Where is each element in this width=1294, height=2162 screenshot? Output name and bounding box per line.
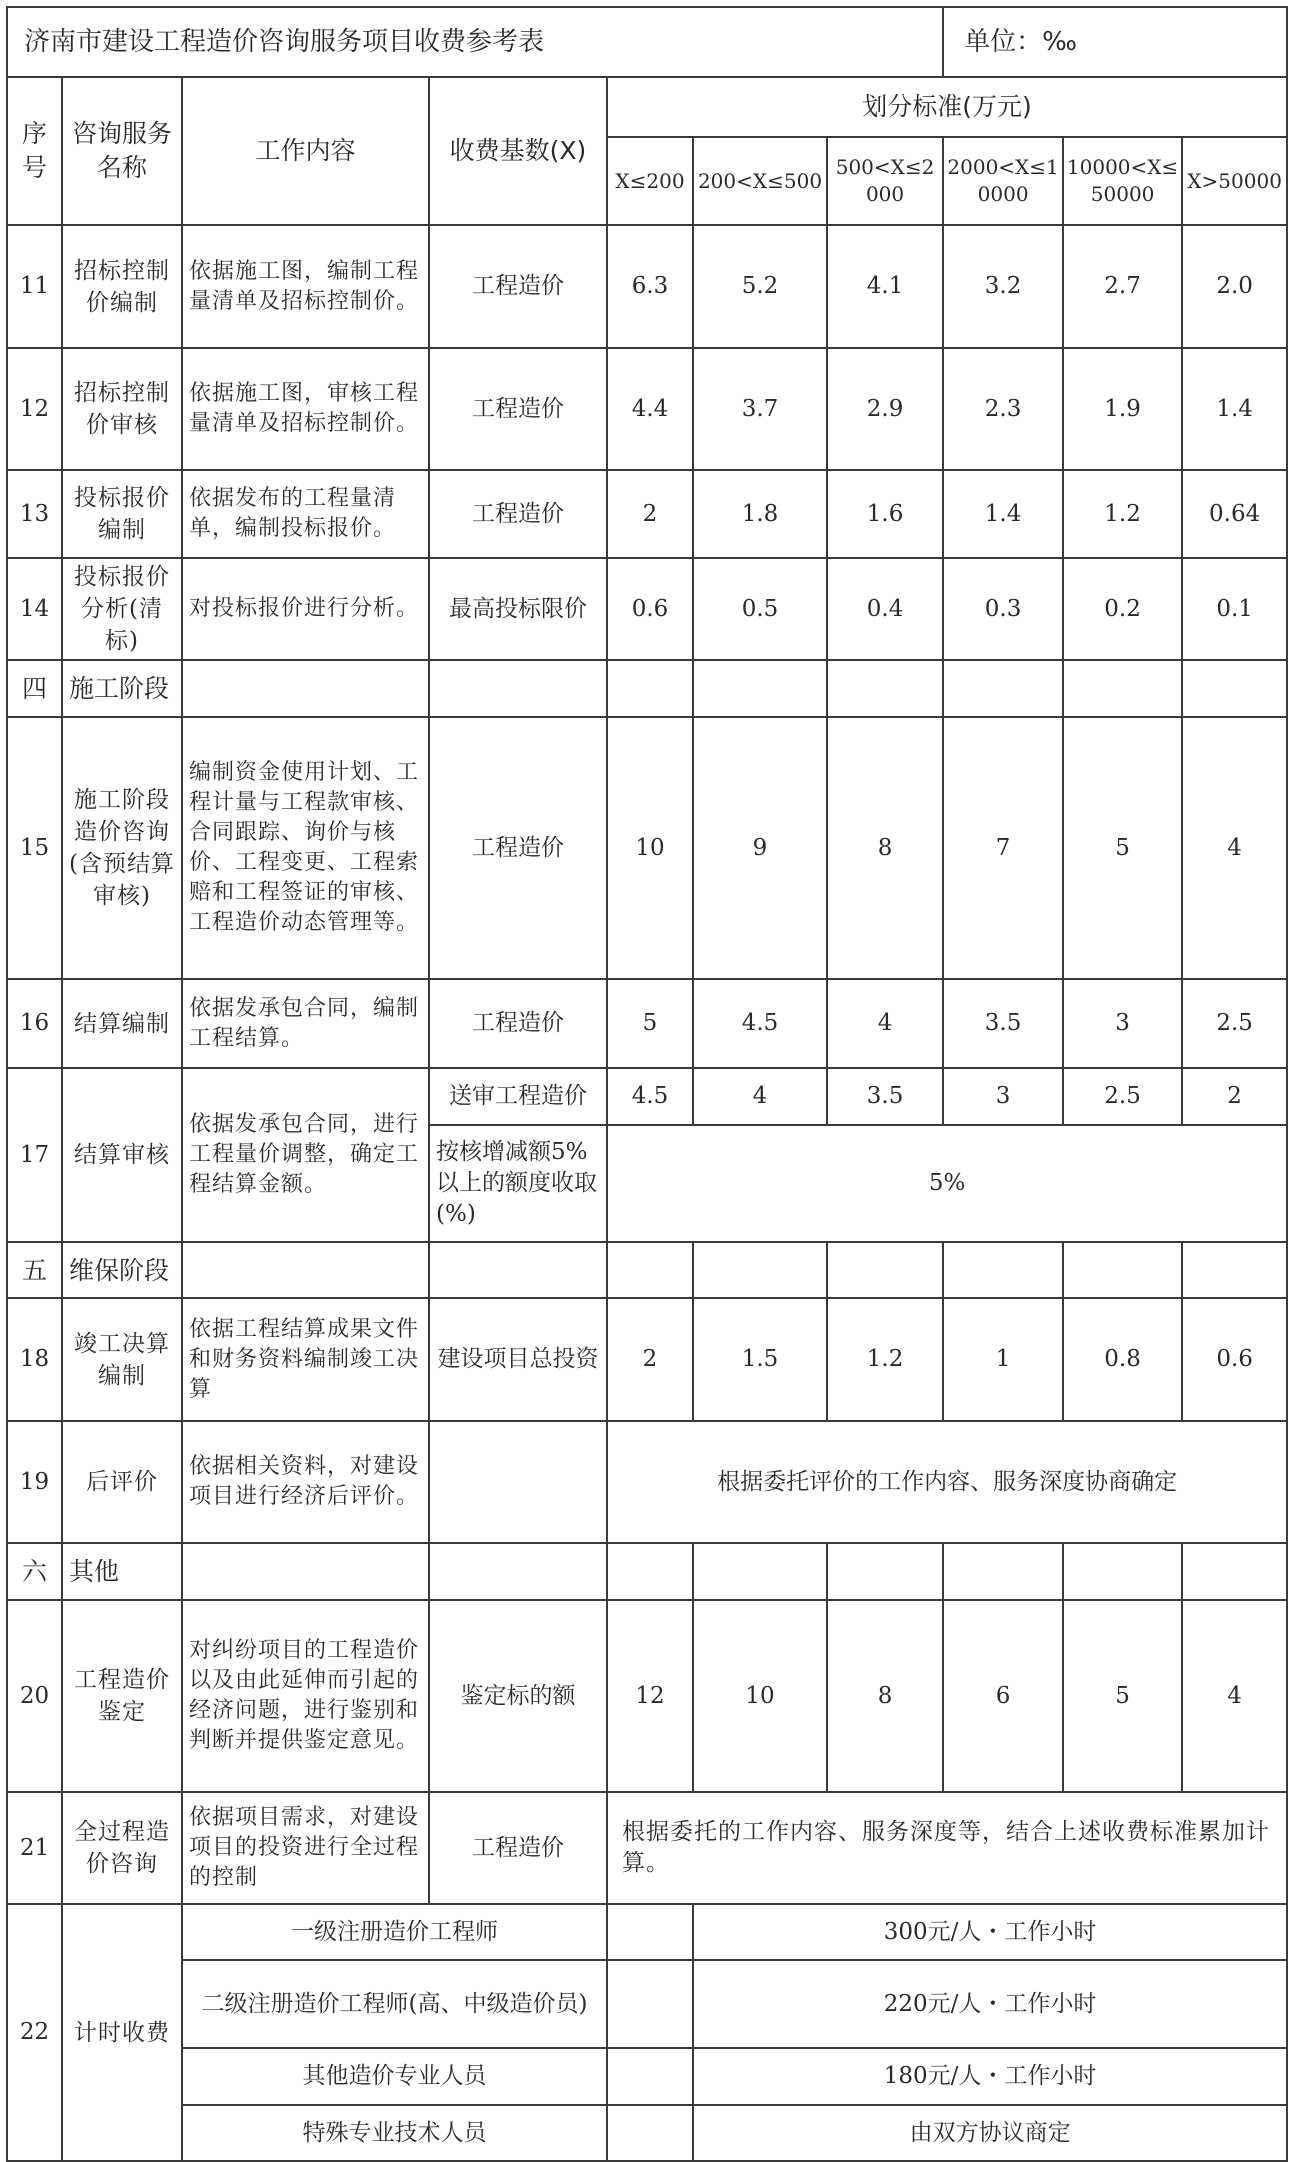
row-seq: 20 [7,1600,62,1792]
header-seq: 序号 [7,77,62,225]
table-title: 济南市建设工程造价咨询服务项目收费参考表 [7,7,943,77]
staff-level: 二级注册造价工程师(高、中级造价员) [182,1960,607,2048]
section-number: 五 [7,1242,62,1298]
work-content: 依据施工图，编制工程量清单及招标控制价。 [182,225,429,348]
section-row [7,1242,1287,1298]
work-content: 依据项目需求，对建设项目的投资进行全过程的控制 [182,1792,429,1904]
rate-cell: 0.6 [1182,1298,1287,1421]
rate-cell: 2.7 [1063,225,1182,348]
table-row [7,717,1287,979]
merged-rate: 5% [607,1125,1287,1242]
rate-cell: 0.8 [1063,1298,1182,1421]
rate-cell: 5.2 [693,225,827,348]
fee-reference-sheet [6,6,1286,2162]
table-row [7,1068,1287,1125]
rate-cell: 3 [1063,979,1182,1068]
service-name: 后评价 [62,1421,182,1543]
rate-cell: 9 [693,717,827,979]
rate-cell: 2 [607,470,693,558]
rate-cell: 2.3 [943,348,1063,470]
row-seq: 16 [7,979,62,1068]
row-seq: 19 [7,1421,62,1543]
rate-cell: 0.5 [693,558,827,660]
rate-cell: 5 [1063,1600,1182,1792]
work-content: 对纠纷项目的工程造价以及由此延伸而引起的经济问题，进行鉴别和判断并提供鉴定意见。 [182,1600,429,1792]
work-content: 对投标报价进行分析。 [182,558,429,660]
row-seq: 17 [7,1068,62,1242]
section-row [7,1543,1287,1600]
rate-cell: 4 [1182,717,1287,979]
merged-rate: 根据委托的工作内容、服务深度等，结合上述收费标准累加计算。 [607,1792,1287,1904]
row-seq: 18 [7,1298,62,1421]
header-range: X>50000 [1182,137,1287,225]
service-name: 投标报价编制 [62,470,182,558]
rate-cell: 7 [943,717,1063,979]
rate-cell: 2.9 [827,348,943,470]
fee-base: 工程造价 [429,979,607,1068]
rate-cell: 2 [607,1298,693,1421]
table-row [7,558,1287,660]
merged-rate: 根据委托评价的工作内容、服务深度协商确定 [607,1421,1287,1543]
section-number: 六 [7,1543,62,1600]
work-content: 依据发承包合同，进行工程量价调整，确定工程结算金额。 [182,1068,429,1242]
work-content: 依据发承包合同，编制工程结算。 [182,979,429,1068]
service-name: 计时收费 [62,1904,182,2161]
rate-cell: 0.4 [827,558,943,660]
rate-cell: 10 [693,1600,827,1792]
table-row [7,470,1287,558]
rate-cell: 0.3 [943,558,1063,660]
rate-cell: 1.2 [1063,470,1182,558]
table-row [7,1600,1287,1792]
rate-cell: 3.2 [943,225,1063,348]
service-name: 全过程造价咨询 [62,1792,182,1904]
rate-cell: 4 [1182,1600,1287,1792]
fee-base-secondary: 按核增减额5%以上的额度收取(%) [429,1125,607,1242]
rate-cell: 1.6 [827,470,943,558]
rate-cell: 3.7 [693,348,827,470]
header-range: 500<X≤2000 [827,137,943,225]
work-content: 依据发布的工程量清单，编制投标报价。 [182,470,429,558]
rate-cell: 0.1 [1182,558,1287,660]
service-name: 投标报价分析(清标) [62,558,182,660]
rate-cell: 4.5 [693,979,827,1068]
row-seq: 11 [7,225,62,348]
service-name: 结算审核 [62,1068,182,1242]
rate-cell: 0.2 [1063,558,1182,660]
row-seq: 15 [7,717,62,979]
rate-cell: 0.6 [607,558,693,660]
section-title: 施工阶段 [62,660,182,717]
fee-base [429,1421,607,1543]
rate-cell: 4.4 [607,348,693,470]
table-row [7,2105,1287,2161]
header-division-standard: 划分标准(万元) [607,77,1287,137]
row-seq: 14 [7,558,62,660]
row-seq: 12 [7,348,62,470]
row-seq: 22 [7,1904,62,2161]
fee-base: 工程造价 [429,225,607,348]
rate-cell: 1 [943,1298,1063,1421]
rate-cell: 1.4 [943,470,1063,558]
header-range: 2000<X≤10000 [943,137,1063,225]
hourly-fee: 由双方协议商定 [693,2105,1287,2161]
section-title: 其他 [62,1543,182,1600]
rate-cell: 1.4 [1182,348,1287,470]
work-content: 依据相关资料，对建设项目进行经济后评价。 [182,1421,429,1543]
table-row [7,1904,1287,1960]
header-range: X≤200 [607,137,693,225]
section-number: 四 [7,660,62,717]
rate-cell: 0.64 [1182,470,1287,558]
rate-cell: 3.5 [943,979,1063,1068]
rate-cell: 2.5 [1182,979,1287,1068]
work-content: 依据施工图，审核工程量清单及招标控制价。 [182,348,429,470]
table-row [7,2048,1287,2105]
service-name: 招标控制价编制 [62,225,182,348]
table-row [7,225,1287,348]
fee-base: 鉴定标的额 [429,1600,607,1792]
fee-table [6,6,1288,2162]
staff-level: 其他造价专业人员 [182,2048,607,2105]
section-row [7,660,1287,717]
staff-level: 特殊专业技术人员 [182,2105,607,2161]
rate-cell: 4 [827,979,943,1068]
rate-cell: 5 [1063,717,1182,979]
service-name: 招标控制价审核 [62,348,182,470]
rate-cell: 2.0 [1182,225,1287,348]
header-range: 10000<X≤50000 [1063,137,1182,225]
work-content: 依据工程结算成果文件和财务资料编制竣工决算 [182,1298,429,1421]
section-title: 维保阶段 [62,1242,182,1298]
table-row [7,348,1287,470]
rate-cell: 3 [943,1068,1063,1125]
rate-cell: 1.2 [827,1298,943,1421]
row-seq: 13 [7,470,62,558]
rate-cell: 4 [693,1068,827,1125]
staff-level: 一级注册造价工程师 [182,1904,607,1960]
header-range: 200<X≤500 [693,137,827,225]
row-seq: 21 [7,1792,62,1904]
table-row [7,1421,1287,1543]
service-name: 施工阶段造价咨询(含预结算审核) [62,717,182,979]
fee-base: 建设项目总投资 [429,1298,607,1421]
rate-cell: 1.9 [1063,348,1182,470]
header-work-content: 工作内容 [182,77,429,225]
service-name: 工程造价鉴定 [62,1600,182,1792]
rate-cell: 8 [827,717,943,979]
header-fee-base: 收费基数(X) [429,77,607,225]
rate-cell: 8 [827,1600,943,1792]
rate-cell: 2 [1182,1068,1287,1125]
rate-cell: 1.8 [693,470,827,558]
rate-cell: 3.5 [827,1068,943,1125]
rate-cell: 12 [607,1600,693,1792]
table-row [7,1792,1287,1904]
service-name: 竣工决算编制 [62,1298,182,1421]
hourly-fee: 300元/人・工作小时 [693,1904,1287,1960]
table-row [7,1298,1287,1421]
table-row [7,1960,1287,2048]
header-service-name: 咨询服务名称 [62,77,182,225]
fee-base: 工程造价 [429,348,607,470]
fee-base: 工程造价 [429,717,607,979]
hourly-fee: 220元/人・工作小时 [693,1960,1287,2048]
rate-cell: 4.1 [827,225,943,348]
hourly-fee: 180元/人・工作小时 [693,2048,1287,2105]
fee-base: 送审工程造价 [429,1068,607,1125]
service-name: 结算编制 [62,979,182,1068]
rate-cell: 6 [943,1600,1063,1792]
table-row [7,979,1287,1068]
rate-cell: 10 [607,717,693,979]
fee-base: 工程造价 [429,470,607,558]
rate-cell: 2.5 [1063,1068,1182,1125]
fee-base: 最高投标限价 [429,558,607,660]
work-content: 编制资金使用计划、工程计量与工程款审核、 合同跟踪、询价与核价、工程变更、工程索赔和工程签证的审核、工程造价动态管理等。 [182,717,429,979]
rate-cell: 5 [607,979,693,1068]
fee-base: 工程造价 [429,1792,607,1904]
unit-label: 单位：‰ [943,7,1287,77]
rate-cell: 6.3 [607,225,693,348]
rate-cell: 1.5 [693,1298,827,1421]
rate-cell: 4.5 [607,1068,693,1125]
